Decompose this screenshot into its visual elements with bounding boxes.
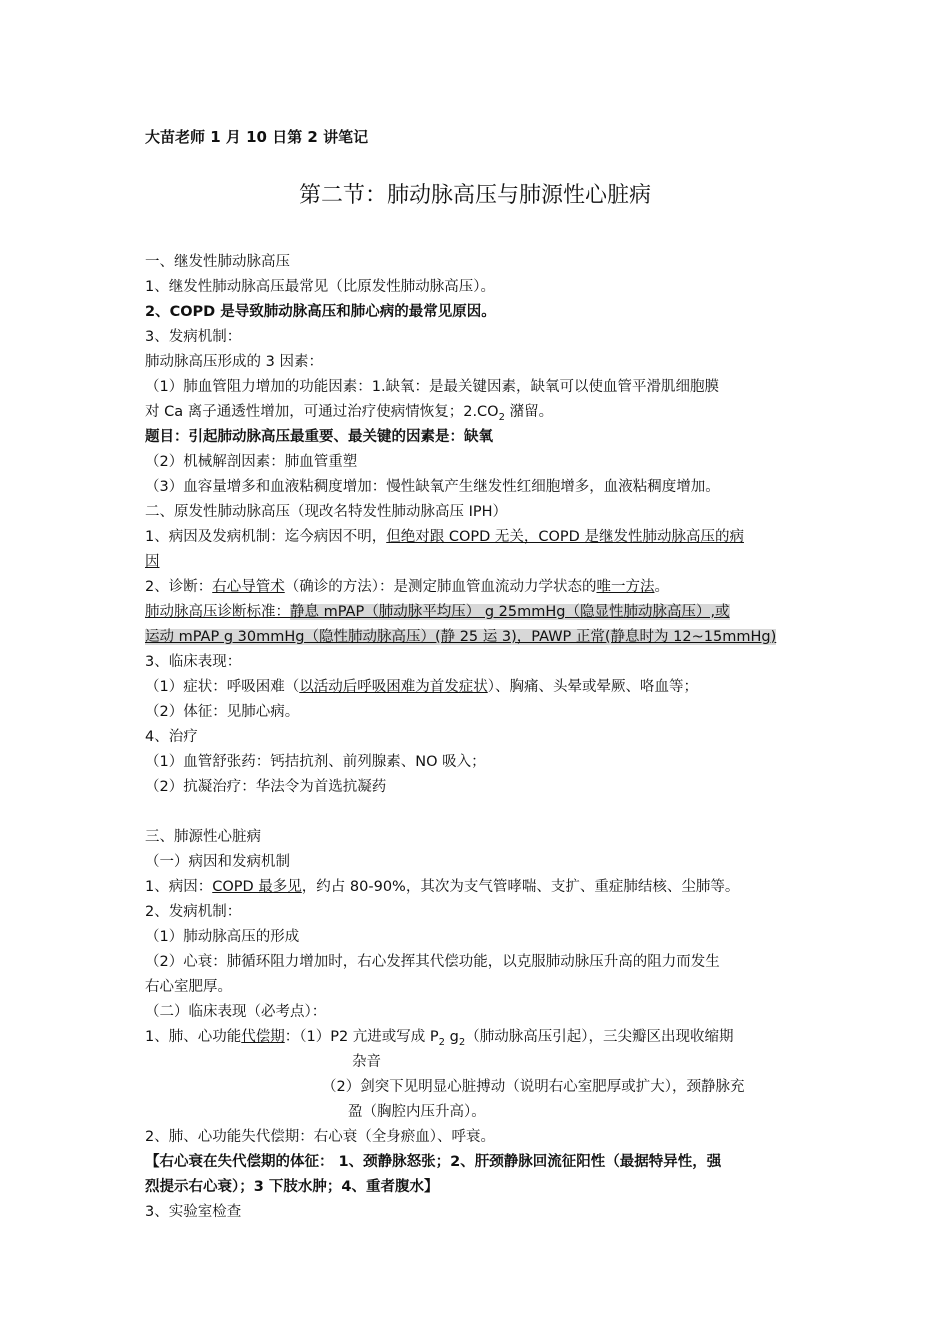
paragraph: 盈（胸腔内压升高）。 [348, 1104, 486, 1120]
paragraph: （2）剑突下见明显心脏搏动（说明右心室肥厚或扩大），颈静脉充 [322, 1079, 745, 1095]
paragraph: （2）心衰：肺循环阻力增加时，右心发挥其代偿功能，以克服肺动脉压升高的阻力而发生 [145, 954, 720, 970]
heading-secondary-ph: 一、继发性肺动脉高压 [145, 254, 290, 270]
paragraph: 因 [145, 554, 160, 570]
paragraph: 3、临床表现： [145, 654, 242, 670]
paragraph: （1）肺血管阻力增加的功能因素：1.缺氧：是最关键因素，缺氧可以使血管平滑肌细胞膜 [145, 379, 720, 395]
paragraph: （3）血容量增多和血液粘稠度增加：慢性缺氧产生继发性红细胞增多，血液粘稠度增加。 [145, 479, 720, 495]
paragraph: 1、肺、心功能代偿期：（1）P2 亢进或写成 $P_2$ $g_2$（肺动脉高压引起），三尖瓣区出现收缩期 [145, 1029, 734, 1048]
paragraph-bold: 烈提示右心衰）；3 下肢水肿；4、重者腹水】 [145, 1179, 439, 1195]
paragraph: 4、治疗 [145, 729, 198, 745]
paragraph: 3、发病机制： [145, 329, 242, 345]
paragraph: 3、实验室检查 [145, 1204, 242, 1220]
section-title: 第二节：肺动脉高压与肺源性心脏病 [298, 183, 651, 208]
paragraph: 2、肺、心功能失代偿期：右心衰（全身瘀血）、呼衰。 [145, 1129, 495, 1145]
diagnosis-criteria: 肺动脉高压诊断标准：静息 mPAP（肺动脉平均压） g 25mmHg（隐显性肺动脉高压）,或 [145, 604, 730, 620]
paragraph: 右心室肥厚。 [145, 979, 232, 995]
paragraph: （2）机械解剖因素：肺血管重塑 [145, 454, 358, 470]
paragraph-bold: 【右心衰在失代偿期的体征： 1、颈静脉怒张；2、肝颈静脉回流征阳性（最据特异性，强 [145, 1154, 722, 1170]
paragraph: （一）病因和发病机制 [145, 854, 290, 870]
paragraph: （2）体征：见肺心病。 [145, 704, 300, 720]
paragraph: （2）抗凝治疗：华法令为首选抗凝药 [145, 779, 387, 795]
paragraph: 杂音 [352, 1054, 381, 1070]
paragraph: 对 Ca 离子通透性增加，可通过治疗使病情恢复；$2.CO_2$ 潴留。 [145, 404, 554, 423]
paragraph: 肺动脉高压形成的 3 因素： [145, 354, 323, 370]
paragraph: 2、发病机制： [145, 904, 242, 920]
paragraph: 1、继发性肺动脉高压最常见（比原发性肺动脉高压）。 [145, 279, 495, 295]
paragraph: 2、诊断：右心导管术（确诊的方法）：是测定肺血管血流动力学状态的唯一方法。 [145, 579, 669, 595]
paragraph: 1、病因：COPD 最多见，约占 80-90%，其次为支气管哮喘、支扩、重症肺结核、尘肺等。 [145, 879, 740, 895]
paragraph: （1）肺动脉高压的形成 [145, 929, 300, 945]
question-line: 题目：引起肺动脉高压最重要、最关键的因素是：缺氧 [145, 429, 493, 445]
heading-cor-pulmonale: 三、肺源性心脏病 [145, 829, 261, 845]
paragraph: （二）临床表现（必考点）： [145, 1004, 327, 1020]
heading-primary-ph: 二、原发性肺动脉高压（现改名特发性肺动脉高压 IPH） [145, 504, 508, 520]
paragraph: 1、病因及发病机制：迄今病因不明，但绝对跟 COPD 无关，COPD 是继发性肺动脉高压的病 [145, 529, 744, 545]
paragraph: （1）症状：呼吸困难（以活动后呼吸困难为首发症状）、胸痛、头晕或晕厥、咯血等； [145, 679, 698, 695]
paragraph-bold: 2、COPD 是导致肺动脉高压和肺心病的最常见原因。 [145, 304, 496, 320]
lecture-header: 大苗老师 1 月 10 日第 2 讲笔记 [145, 128, 369, 146]
diagnosis-criteria: 运动 mPAP g 30mmHg（隐性肺动脉高压）(静 25 运 3)，PAWP 正常(静息时为 12~15mmHg) [145, 629, 777, 645]
paragraph: （1）血管舒张药：钙拮抗剂、前列腺素、NO 吸入； [145, 754, 486, 770]
